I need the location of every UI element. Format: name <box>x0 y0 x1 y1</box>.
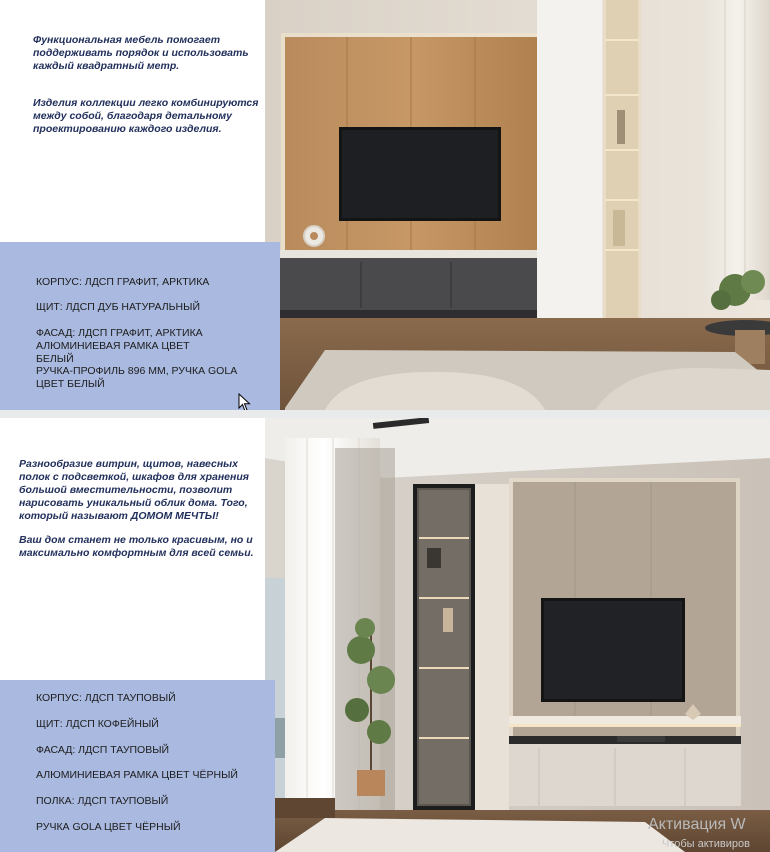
spec-facade: ФАСАД: ЛДСП ГРАФИТ, АРКТИКА АЛЮМИНИЕВАЯ РАМКА ЦВЕТ БЕЛЫЙ <box>36 327 203 365</box>
interior-photo-2 <box>265 418 770 852</box>
spec-panel: ЩИТ: ЛДСП ДУБ НАТУРАЛЬНЫЙ <box>36 301 200 313</box>
spec-handle: РУЧКА-ПРОФИЛЬ 896 ММ, РУЧКА GOLA ЦВЕТ БЕЛЫЙ <box>36 365 237 390</box>
spec-shelf: ПОЛКА: ЛДСП ТАУПОВЫЙ <box>36 795 169 807</box>
catalog-section-1 <box>0 0 770 410</box>
spec-body: КОРПУС: ЛДСП ГРАФИТ, АРКТИКА <box>36 276 210 288</box>
activation-watermark: Активация W <box>648 816 746 833</box>
intro-paragraph-4: Ваш дом станет не только красивым, но и максимально комфортным для всей семьи. <box>19 534 254 559</box>
intro-paragraph-1: Функциональная мебель помогает поддерживать порядок и использовать каждый квадратный метр. <box>33 34 249 72</box>
interior-photo-1 <box>265 0 770 410</box>
interior-photo-2-drawing <box>265 418 770 852</box>
specs-panel-1 <box>0 242 280 410</box>
spec-facade: ФАСАД: ЛДСП ТАУПОВЫЙ <box>36 744 170 756</box>
activation-watermark-subtext: Чтобы активиров <box>662 838 750 850</box>
spec-body: КОРПУС: ЛДСП ТАУПОВЫЙ <box>36 692 176 704</box>
spec-frame: АЛЮМИНИЕВАЯ РАМКА ЦВЕТ ЧЁРНЫЙ <box>36 769 238 781</box>
section-divider <box>0 410 770 418</box>
interior-photo-1-drawing <box>265 0 770 410</box>
spec-handle: РУЧКА GOLA ЦВЕТ ЧЁРНЫЙ <box>36 821 181 833</box>
catalog-section-2 <box>0 418 770 852</box>
specs-panel-2 <box>0 680 275 852</box>
intro-paragraph-3: Разнообразие витрин, щитов, навесных полок с подсветкой, шкафов для хранения большой вместительности, позволит нарисовать уникальный облик дома. Того, который называют ДОМОМ МЕЧТЫ! <box>19 458 249 522</box>
intro-paragraph-2: Изделия коллекции легко комбинируются между собой, благодаря детальному проектированию каждого изделия. <box>33 97 259 135</box>
spec-panel: ЩИТ: ЛДСП КОФЕЙНЫЙ <box>36 718 159 730</box>
mouse-cursor-icon <box>238 393 252 410</box>
